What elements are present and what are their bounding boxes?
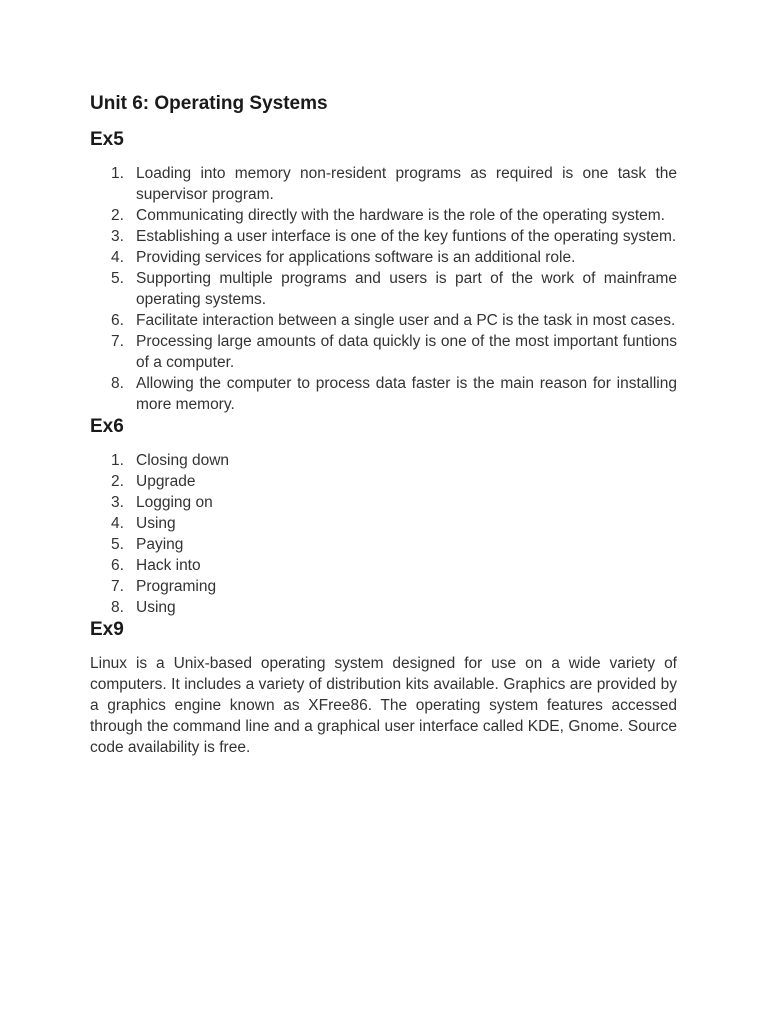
- list-item-number: 5.: [111, 536, 124, 553]
- list-item-text: Logging on: [136, 494, 213, 511]
- list-item: [90, 205, 677, 226]
- list-item-number: 7.: [111, 578, 124, 595]
- list-item-text: Loading into memory non-resident programs as required is one task the supervisor program.: [136, 165, 677, 203]
- list-item-number: 1.: [111, 165, 124, 182]
- list-item: [90, 555, 677, 576]
- list-item-text: Upgrade: [136, 473, 196, 490]
- list-item: [90, 226, 677, 247]
- list-item: [90, 331, 677, 373]
- list-item: [90, 247, 677, 268]
- list-item-text: Allowing the computer to process data faster is the main reason for installing more memory.: [136, 375, 677, 413]
- list-item: [90, 513, 677, 534]
- list-item: [90, 268, 677, 310]
- list-item-number: 6.: [111, 557, 124, 574]
- list-item-number: 5.: [111, 270, 124, 287]
- list-item-text: Communicating directly with the hardware is the role of the operating system.: [136, 207, 665, 224]
- list-item: [90, 450, 677, 471]
- list-item: [90, 534, 677, 555]
- list-item: [90, 373, 677, 415]
- ex5-list: [90, 163, 677, 415]
- section-heading-ex6: Ex6: [90, 416, 124, 437]
- list-item-number: 7.: [111, 333, 124, 350]
- list-item-number: 8.: [111, 375, 124, 392]
- list-item-text: Hack into: [136, 557, 201, 574]
- list-item-number: 4.: [111, 249, 124, 266]
- list-item-number: 2.: [111, 207, 124, 224]
- list-item-number: 6.: [111, 312, 124, 329]
- list-item: [90, 163, 677, 205]
- list-item-number: 4.: [111, 515, 124, 532]
- list-item-text: Paying: [136, 536, 184, 553]
- section-heading-ex5: Ex5: [90, 129, 124, 150]
- ex6-list: [90, 450, 677, 618]
- list-item-text: Closing down: [136, 452, 230, 469]
- list-item: [90, 597, 677, 618]
- list-item-text: Processing large amounts of data quickly is one of the most important funtions of a computer.: [136, 333, 677, 371]
- list-item-number: 3.: [111, 494, 124, 511]
- list-item-number: 1.: [111, 452, 124, 469]
- ex9-paragraph: Linux is a Unix-based operating system designed for use on a wide variety of computers. It includes a variety of distribution kits available. Graphics are provided by a graphics engine known as XFree86. The operating system features accessed through the command line and a graphical user interface called KDE, Gnome. Source code availability is free.: [90, 655, 677, 756]
- list-item-text: Using: [136, 515, 176, 532]
- list-item-text: Providing services for applications software is an additional role.: [136, 249, 576, 266]
- document-page: [90, 92, 677, 758]
- section-heading-ex9: Ex9: [90, 619, 124, 640]
- list-item-number: 2.: [111, 473, 124, 490]
- list-item-number: 8.: [111, 599, 124, 616]
- page-title: Unit 6: Operating Systems: [90, 93, 328, 114]
- list-item: [90, 576, 677, 597]
- list-item-text: Using: [136, 599, 176, 616]
- list-item-number: 3.: [111, 228, 124, 245]
- list-item: [90, 492, 677, 513]
- list-item-text: Programing: [136, 578, 217, 595]
- list-item-text: Establishing a user interface is one of the key funtions of the operating system.: [136, 228, 677, 245]
- list-item: [90, 471, 677, 492]
- list-item-text: Supporting multiple programs and users is part of the work of mainframe operating systems.: [136, 270, 677, 308]
- list-item: [90, 310, 677, 331]
- list-item-text: Facilitate interaction between a single user and a PC is the task in most cases.: [136, 312, 676, 329]
